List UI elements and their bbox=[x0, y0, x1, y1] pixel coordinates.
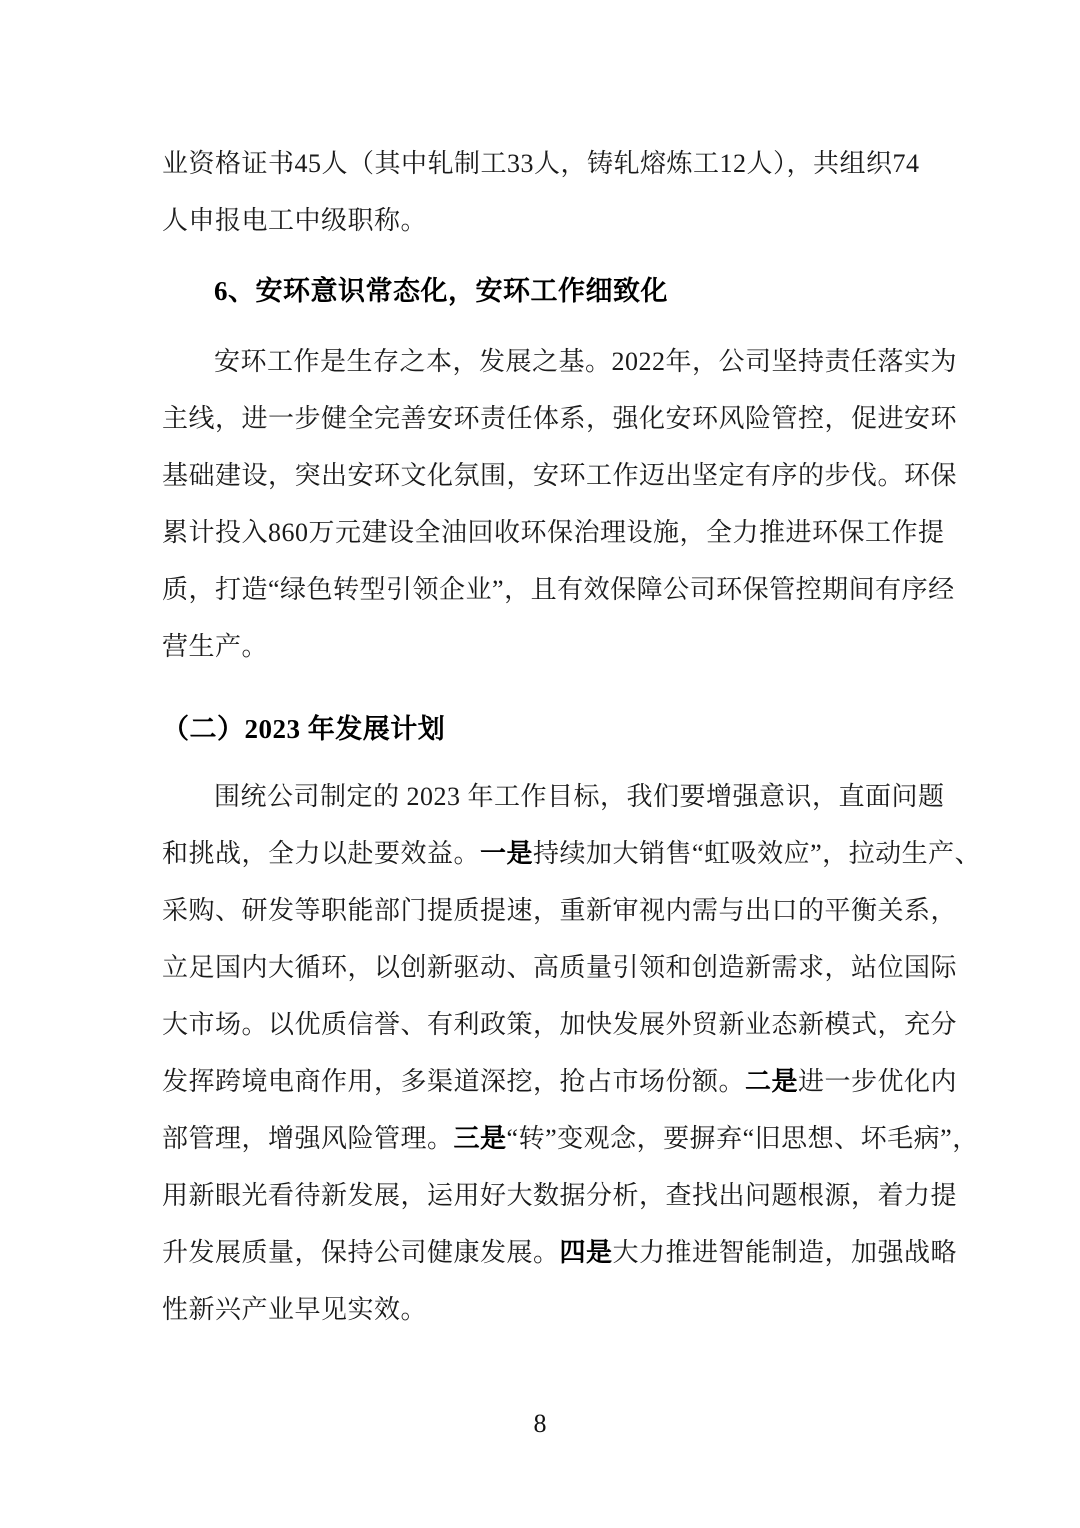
heading-safety-environment bbox=[162, 263, 952, 320]
text-line bbox=[162, 561, 955, 618]
text-line bbox=[162, 135, 952, 192]
text-line bbox=[162, 882, 958, 939]
text-line bbox=[162, 447, 958, 504]
bold-text-run: 一是 bbox=[480, 839, 534, 868]
text-run: 升发展质量，保持公司健康发展。 bbox=[162, 1238, 560, 1267]
text-line bbox=[162, 1167, 958, 1224]
bold-text-run: 四是 bbox=[559, 1238, 613, 1267]
text-line bbox=[162, 504, 952, 561]
text-run: 性新兴产业早见实效。 bbox=[162, 1295, 428, 1324]
text-run: 安环工作是生存之本，发展之基。2022年，公司坚持责任落实为 bbox=[214, 347, 958, 376]
text-line bbox=[162, 1110, 979, 1167]
text-run: 营生产。 bbox=[162, 632, 269, 661]
text-line bbox=[162, 390, 958, 447]
text-run: 大市场。以优质信誉、有利政策，加快发展外贸新业态新模式，充分 bbox=[162, 1010, 958, 1039]
text-line bbox=[162, 996, 958, 1053]
text-line bbox=[162, 618, 952, 675]
paragraph-carryover bbox=[162, 135, 952, 249]
text-run: 持续加大销售“虹吸效应”，拉动生产、 bbox=[533, 839, 982, 868]
text-run: 围统公司制定的 2023 年工作目标，我们要增强意识，直面问题 bbox=[214, 782, 945, 811]
heading-2023-plan bbox=[162, 701, 952, 758]
text-run: 采购、研发等职能部门提质提速，重新审视内需与出口的平衡关系， bbox=[162, 896, 958, 925]
text-run: 人申报电工中级职称。 bbox=[162, 206, 428, 235]
text-run: 发挥跨境电商作用，多渠道深挖，抢占市场份额。 bbox=[162, 1067, 746, 1096]
text-line bbox=[162, 192, 952, 249]
page-number: 8 bbox=[533, 1409, 547, 1438]
text-line bbox=[162, 768, 952, 825]
bold-text-run: 三是 bbox=[453, 1124, 507, 1153]
paragraph-2023-plan bbox=[162, 768, 982, 1338]
text-run: 基础建设，突出安环文化氛围，安环工作迈出坚定有序的步伐。环保 bbox=[162, 461, 958, 490]
text-run: 立足国内大循环，以创新驱动、高质量引领和创造新需求，站位国际 bbox=[162, 953, 958, 982]
heading-text: 6、安环意识常态化，安环工作细致化 bbox=[214, 276, 668, 306]
text-line bbox=[162, 825, 982, 882]
text-line bbox=[162, 1053, 958, 1110]
paragraph-safety-environment bbox=[162, 333, 958, 675]
text-run: 质，打造“绿色转型引领企业”，且有效保障公司环保管控期间有序经 bbox=[162, 575, 955, 604]
text-run: 和挑战，全力以赴要效益。 bbox=[162, 839, 481, 868]
text-run: 主线，进一步健全完善安环责任体系，强化安环风险管控，促进安环 bbox=[162, 404, 958, 433]
text-run: 部管理，增强风险管理。 bbox=[162, 1124, 454, 1153]
text-line bbox=[162, 1224, 958, 1281]
text-line bbox=[162, 939, 958, 996]
text-run: 累计投入860万元建设全油回收环保治理设施，全力推进环保工作提 bbox=[162, 518, 945, 547]
document-body bbox=[162, 135, 982, 1338]
text-run: “转”变观念，要摒弃“旧思想、坏毛病”， bbox=[506, 1124, 979, 1153]
bold-text-run: 二是 bbox=[745, 1067, 799, 1096]
text-line bbox=[162, 333, 958, 390]
text-run: 大力推进智能制造，加强战略 bbox=[612, 1238, 958, 1267]
text-run: 业资格证书45人（其中轧制工33人，铸轧熔炼工12人），共组织74 bbox=[162, 149, 920, 178]
text-run: 进一步优化内 bbox=[798, 1067, 958, 1096]
text-line bbox=[162, 1281, 952, 1338]
text-run: 用新眼光看待新发展，运用好大数据分析，查找出问题根源，着力提 bbox=[162, 1181, 958, 1210]
heading-text: （二）2023 年发展计划 bbox=[162, 714, 446, 744]
